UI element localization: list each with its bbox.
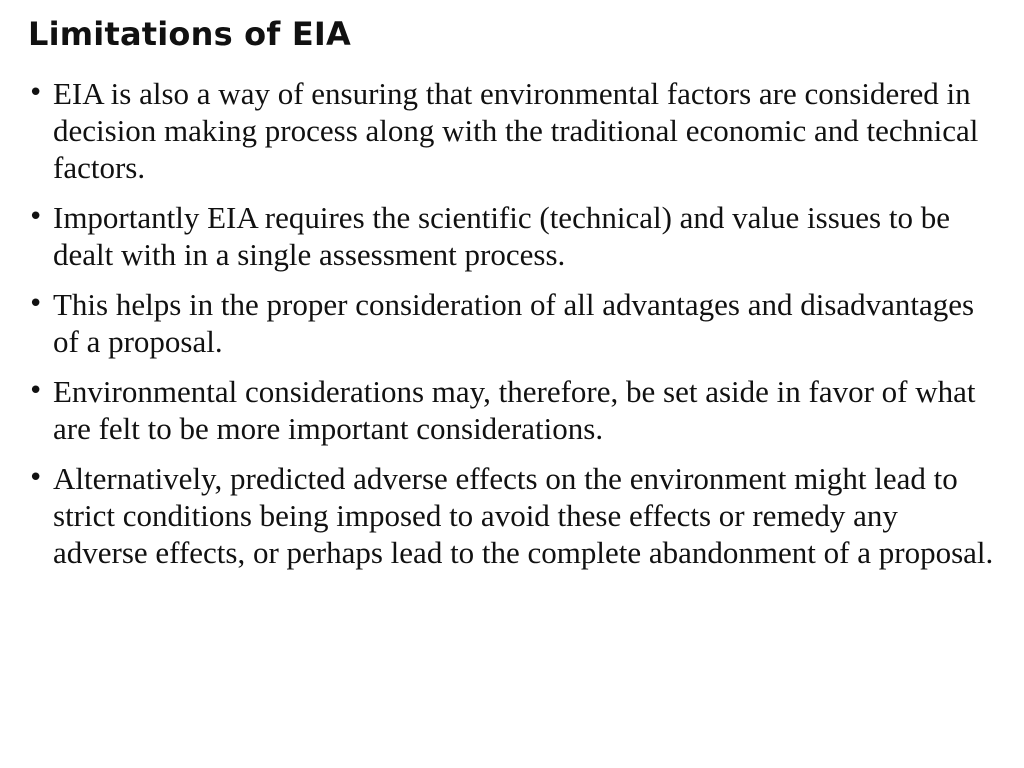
bullet-icon: • [28, 202, 44, 232]
bullet-item [28, 199, 996, 273]
bullet-text: Environmental considerations may, therefore, be set aside in favor of what are felt to be more important considerations. [53, 374, 976, 446]
bullet-list [28, 75, 996, 571]
slide-title: Limitations of EIA [28, 15, 351, 53]
bullet-icon: • [28, 376, 44, 406]
bullet-text: Alternatively, predicted adverse effects on the environment might lead to strict conditions being imposed to avoid these effects or remedy any adverse effects, or perhaps lead to the complete abandonment of a proposal. [53, 461, 994, 570]
bullet-icon: • [28, 463, 44, 493]
bullet-item [28, 286, 996, 360]
bullet-text: This helps in the proper consideration of all advantages and disadvantages of a proposal. [53, 287, 975, 359]
bullet-item [28, 75, 996, 186]
bullet-icon: • [28, 78, 44, 108]
bullet-item [28, 373, 996, 447]
bullet-text: EIA is also a way of ensuring that environmental factors are considered in decision making process along with the traditional economic and technical factors. [53, 76, 979, 185]
bullet-item [28, 460, 996, 571]
bullet-icon: • [28, 289, 44, 319]
bullet-text: Importantly EIA requires the scientific (technical) and value issues to be dealt with in a single assessment process. [53, 200, 950, 272]
